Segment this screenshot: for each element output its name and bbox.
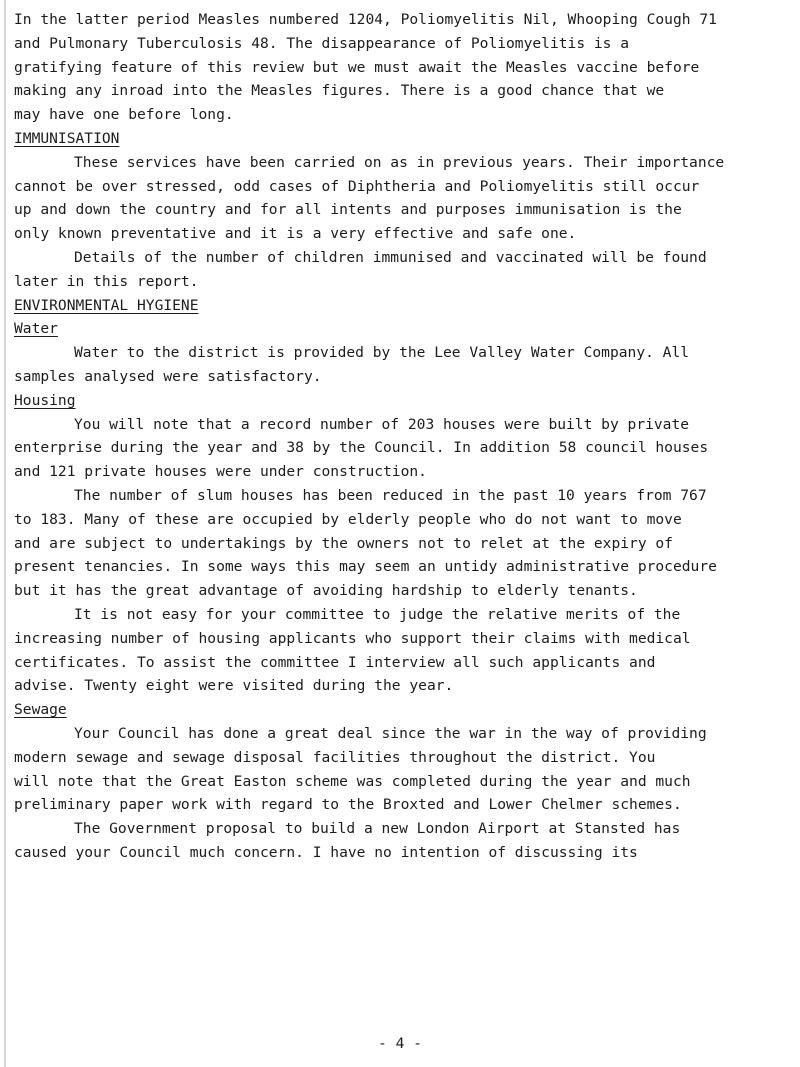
heading-immunisation-text: IMMUNISATION bbox=[14, 129, 120, 147]
text-line: and 121 private houses were under construction. bbox=[14, 463, 427, 481]
subheading-housing-text: Housing bbox=[14, 391, 76, 409]
text-line: up and down the country and for all intents and purposes immunisation is the bbox=[14, 201, 682, 219]
text-line: to 183. Many of these are occupied by elderly people who do not want to move bbox=[14, 510, 682, 528]
text-line: enterprise during the year and 38 by the Council. In addition 58 council houses bbox=[14, 439, 709, 457]
text-line: may have one before long. bbox=[14, 106, 234, 124]
text-line: These services have been carried on as in previous years. Their importance bbox=[74, 153, 725, 171]
text-line: but it has the great advantage of avoiding hardship to elderly tenants. bbox=[14, 582, 638, 600]
subheading-water-text: Water bbox=[14, 320, 58, 338]
text-line: present tenancies. In some ways this may seem an untidy administrative procedure bbox=[14, 558, 717, 576]
text-line: The Government proposal to build a new London Airport at Stansted has bbox=[74, 820, 681, 838]
text-line: caused your Council much concern. I have no intention of discussing its bbox=[14, 843, 638, 861]
text-line: and are subject to undertakings by the owners not to relet at the expiry of bbox=[14, 534, 673, 552]
text-line: gratifying feature of this review but we must await the Measles vaccine before bbox=[14, 58, 700, 76]
text-line: later in this report. bbox=[14, 272, 199, 290]
document-body bbox=[14, 8, 794, 865]
page-edge-shadow bbox=[4, 0, 6, 1067]
text-line: only known preventative and it is a very effective and safe one. bbox=[14, 225, 577, 243]
text-line: It is not easy for your committee to judge the relative merits of the bbox=[74, 605, 681, 623]
text-line: making any inroad into the Measles figures. There is a good chance that we bbox=[14, 82, 665, 100]
text-line: advise. Twenty eight were visited during the year. bbox=[14, 677, 454, 695]
heading-immunisation bbox=[14, 127, 794, 151]
text-line: In the latter period Measles numbered 1204, Poliomyelitis Nil, Whooping Cough 71 bbox=[14, 11, 717, 28]
text-line: samples analysed were satisfactory. bbox=[14, 367, 322, 385]
text-line: certificates. To assist the committee I interview all such applicants and bbox=[14, 653, 656, 671]
subheading-sewage-text: Sewage bbox=[14, 701, 67, 719]
text-line: Details of the number of children immunised and vaccinated will be found bbox=[74, 248, 707, 266]
text-line: You will note that a record number of 203 houses were built by private bbox=[74, 415, 690, 433]
text-line: The number of slum houses has been reduced in the past 10 years from 767 bbox=[74, 486, 707, 504]
subheading-sewage bbox=[14, 698, 794, 722]
subheading-housing bbox=[14, 389, 794, 413]
text-line: Water to the district is provided by the Lee Valley Water Company. All bbox=[74, 344, 690, 362]
text-line: Your Council has done a great deal since the war in the way of providing bbox=[74, 724, 707, 742]
text-line: increasing number of housing applicants who support their claims with medical bbox=[14, 629, 691, 647]
subheading-water bbox=[14, 317, 794, 341]
text-line: and Pulmonary Tuberculosis 48. The disappearance of Poliomyelitis is a bbox=[14, 34, 630, 52]
text-line: modern sewage and sewage disposal facilities throughout the district. You bbox=[14, 748, 656, 766]
heading-environmental-hygiene bbox=[14, 294, 794, 318]
heading-environmental-hygiene-text: ENVIRONMENTAL HYGIENE bbox=[14, 296, 199, 314]
text-line: cannot be over stressed, odd cases of Diphtheria and Poliomyelitis still occur bbox=[14, 177, 700, 195]
page-number: - 4 - bbox=[378, 1035, 422, 1052]
text-line: will note that the Great Easton scheme was completed during the year and much bbox=[14, 772, 691, 790]
text-line: preliminary paper work with regard to the Broxted and Lower Chelmer schemes. bbox=[14, 796, 682, 814]
